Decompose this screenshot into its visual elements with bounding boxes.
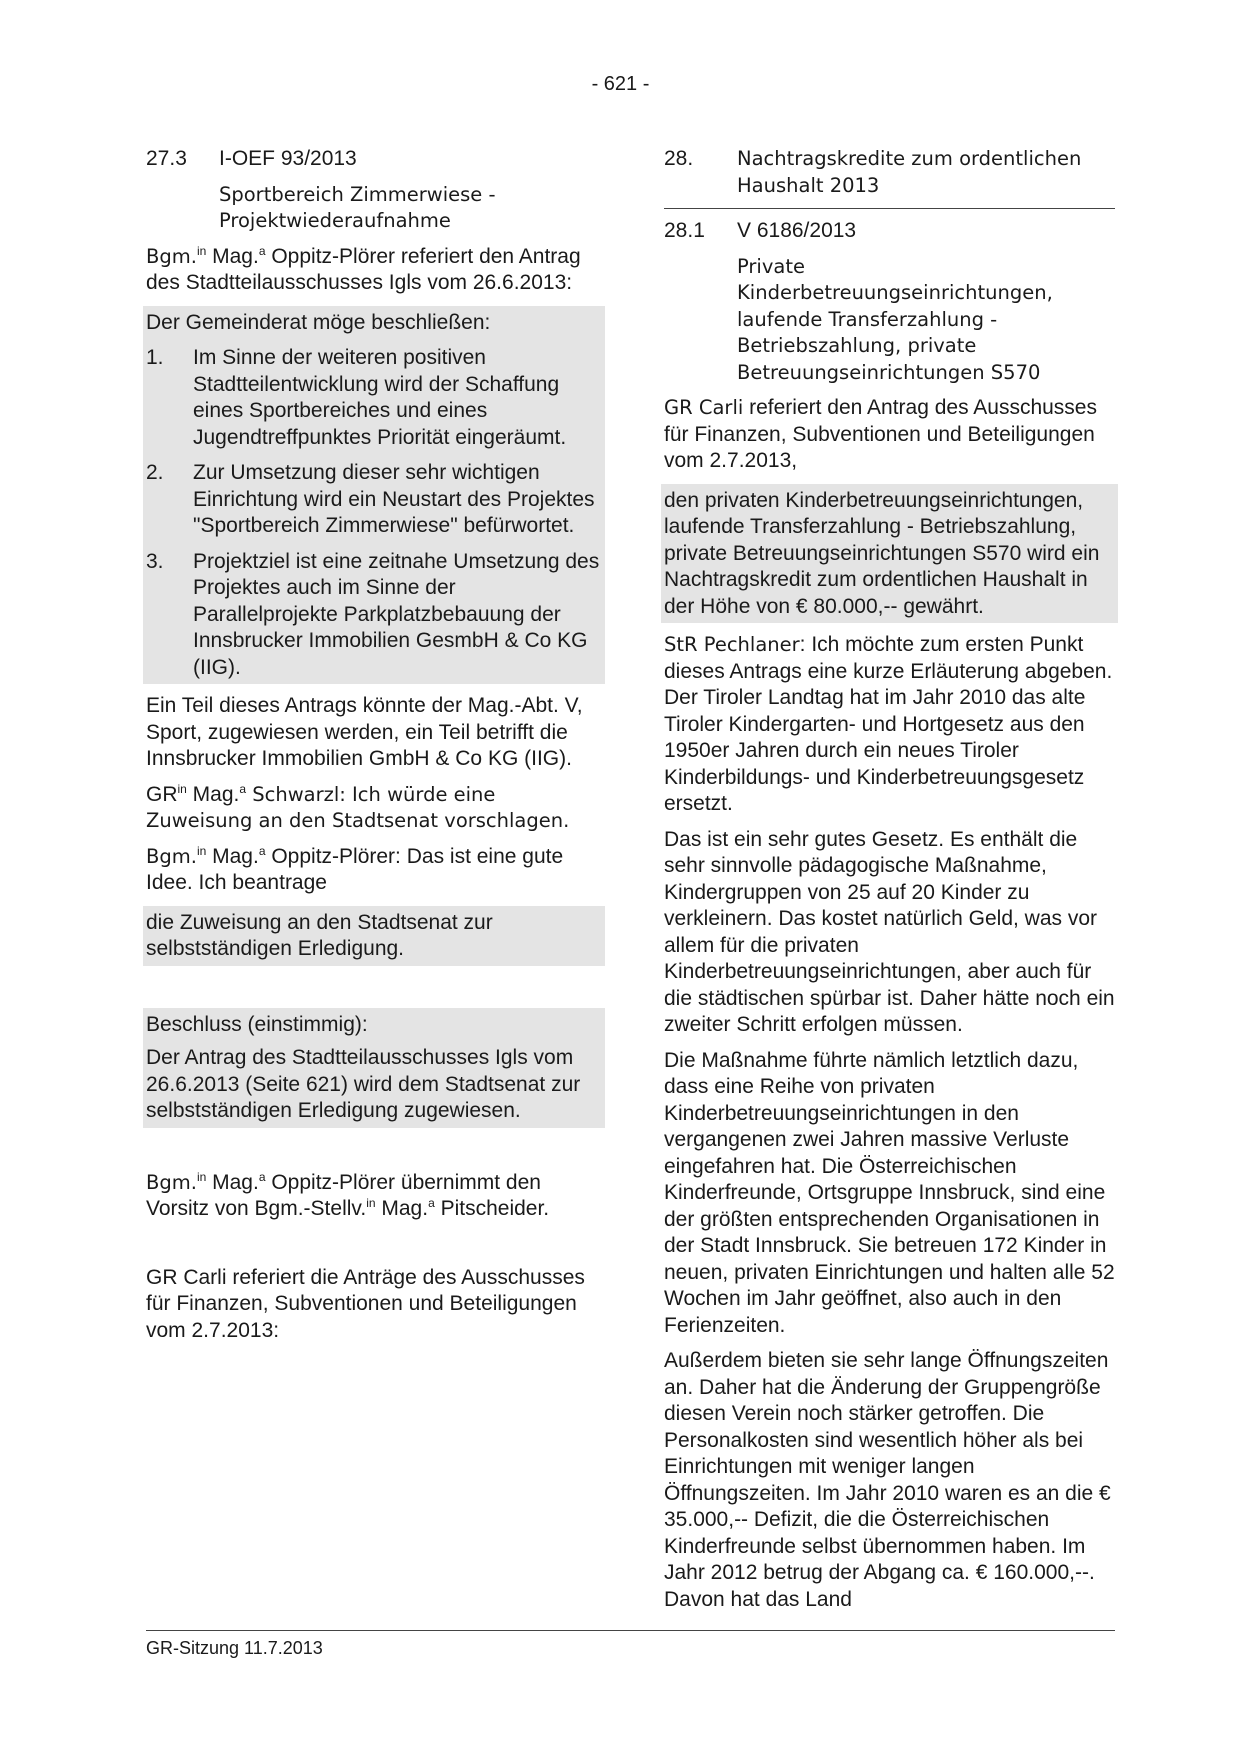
paragraph: Ein Teil dieses Antrags könnte der Mag.-Abt. V, Sport, zugewiesen werden, ein Teil betrifft die Innsbrucker Immobilien GmbH & Co KG (IIG).: [146, 694, 583, 770]
paragraph: Außerdem bieten sie sehr lange Öffnungszeiten an. Daher hat die Änderung der Gruppengröße diesen Verein noch stärker getroffen. Die Personalkosten sind wesentlich höher als bei Einrichtungen mit weniger langen Öffnungszeiten. Im Jahr 2010 waren es an die € 35.000,-- Defizit, die die Österreichischen Kinderfreunde selbst übernommen haben. Im Jahr 2012 betrug der Abgang ca. € 160.000,--. Davon hat das Land: [664, 1349, 1111, 1611]
agenda-item-number: 28.1: [664, 219, 705, 242]
paragraph-chair-change: Bgm.$^{in}$ Mag.$^a$ Oppitz-Plörer übernimmt den Vorsitz von Bgm.-Stellv.$^{in}$ Mag.$^a$ Pitscheider.: [146, 1169, 550, 1220]
paragraph-speaker: Bgm.$^{in}$ Mag.$^a$ Oppitz-Plörer: Das ist eine gute Idee. Ich beantrage: [146, 843, 564, 894]
paragraph-speaker: StR Pechlaner: Ich möchte zum ersten Punkt dieses Antrags eine kurze Erläuterung abgeben. Der Tiroler Landtag hat im Jahr 2010 das alte Tiroler Kindergarten- und Hortgesetz aus den 1950er Jahren durch ein neues Tiroler Kinderbildungs- und Kinderbetreuungsgesetz ersetzt.: [664, 633, 1113, 815]
section-divider: [664, 208, 1115, 209]
agenda-item-number: 27.3: [146, 147, 187, 170]
section-heading: [664, 146, 1115, 199]
paragraph-speaker-intro: GR Carli referiert den Antrag des Ausschusses für Finanzen, Subventionen und Beteiligungen vom 2.7.2013,: [664, 396, 1097, 472]
paragraph-speaker: $GR^{in}$ Mag.$^a$ Schwarzl: Ich würde eine Zuweisung an den Stadtsenat vorschlagen.: [146, 781, 570, 832]
paragraph: Die Maßnahme führte nämlich letztlich dazu, dass eine Reihe von privaten Kinderbetreuungseinrichtungen in den vergangenen zwei Jahren massive Verluste eingefahren hat. Die Österreichischen Kinderfreunde, Ortsgruppe Innsbruck, sind eine der größten entsprechenden Organisationen in der Stadt Innsbruck. Sie betreuen 172 Kinder in neuen, privaten Einrichtungen und halten alle 52 Wochen im Jahr geöffnet, also auch in den Ferienzeiten.: [664, 1048, 1115, 1337]
agenda-item-title: Private Kinderbetreuungseinrichtungen, laufende Transferzahlung - Betriebszahlung, private Betreuungseinrichtungen S570: [737, 254, 1053, 384]
agenda-item-id: V 6186/2013: [737, 219, 857, 242]
footer: GR-Sitzung 11.7.2013: [146, 1638, 323, 1658]
list-item: 1. Im Sinne der weiteren positiven Stadtteilentwicklung wird der Schaffung eines Sportbereiches und eines Jugendtreffpunktes Priorität eingeräumt.: [146, 346, 567, 449]
motion-box: [143, 306, 605, 685]
agenda-item-title: Sportbereich Zimmerwiese - Projektwiederaufnahme: [219, 182, 496, 232]
agenda-item-heading: [664, 218, 1115, 245]
resolution-title: Beschluss (einstimmig):: [143, 1008, 605, 1042]
motion-intro: Der Gemeinderat möge beschließen:: [146, 310, 491, 334]
list-item: 3. Projektziel ist eine zeitnahe Umsetzung des Projektes auch im Sinne der Parallelprojekte Parkplatzbebauung der Innsbrucker Immobilien GesmbH & Co KG (IIG).: [146, 549, 600, 679]
section-number: 28.: [664, 147, 694, 170]
paragraph-speaker-intro: Bgm.$^{in}$ Mag.$^a$ Oppitz-Plörer referiert den Antrag des Stadtteilausschusses Igls vom 26.6.2013:: [146, 243, 581, 294]
footer-divider: [146, 1630, 1115, 1631]
section-title: Nachtragskredite zum ordentlichen Haushalt 2013: [737, 147, 1082, 197]
paragraph: Das ist ein sehr gutes Gesetz. Es enthält die sehr sinnvolle pädagogische Maßnahme, Kindergruppen von 25 auf 20 Kinder zu verkleinern. Das kostet natürlich Geld, was vor allem für die privaten Kinderbetreuungseinrichtungen, aber auch für die städtischen spürbar ist. Daher hätte noch ein zweiter Schritt erfolgen müssen.: [664, 827, 1115, 1036]
paragraph: GR Carli referiert die Anträge des Ausschusses für Finanzen, Subventionen und Beteiligungen vom 2.7.2013:: [146, 1265, 585, 1342]
motion-box: die Zuweisung an den Stadtsenat zur selbstständigen Erledigung.: [143, 906, 605, 966]
right-column: [664, 146, 1115, 1622]
resolution-text: Der Antrag des Stadtteilausschusses Igls vom 26.6.2013 (Seite 621) wird dem Stadtsenat zur selbstständigen Erledigung zugewiesen.: [143, 1041, 605, 1128]
agenda-item-id: I-OEF 93/2013: [219, 147, 357, 170]
page-number: - 621 -: [591, 73, 650, 95]
list-item: 2. Zur Umsetzung dieser sehr wichtigen Einrichtung wird ein Neustart des Projektes "Sportbereich Zimmerwiese" befürwortet.: [146, 461, 595, 537]
left-column: [146, 146, 602, 1353]
agenda-item-heading: [146, 146, 602, 173]
motion-box: den privaten Kinderbetreuungseinrichtungen, laufende Transferzahlung - Betriebszahlung, private Betreuungseinrichtungen S570 wird ein Nachtragskredit zum ordentlichen Haushalt in der Höhe von € 80.000,-- gewährt.: [661, 484, 1118, 624]
